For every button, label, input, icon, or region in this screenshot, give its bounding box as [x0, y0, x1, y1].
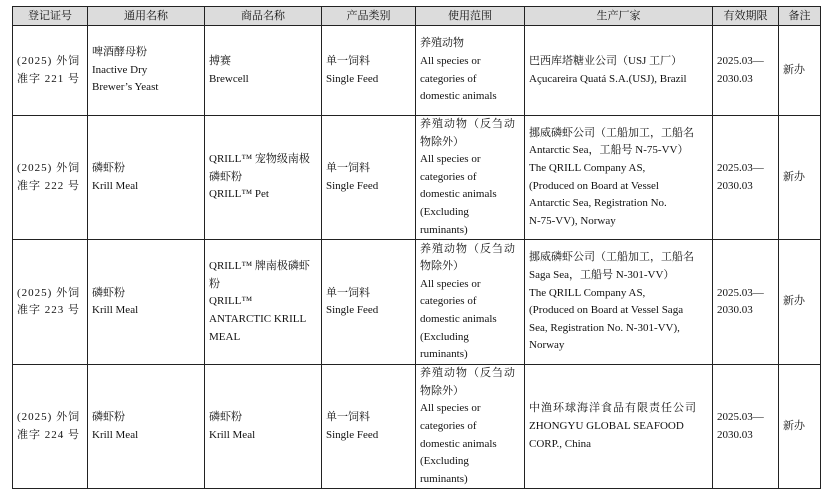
table-row — [13, 26, 821, 116]
header-validity: 有效期限 — [713, 7, 779, 26]
reg-no-cell: (2025) 外饲 准字 223 号 — [13, 240, 88, 365]
category-cell: 单一饲料 Single Feed — [322, 365, 416, 489]
scope-cell: 养殖动物 All species or categories of domestic animals — [416, 26, 525, 116]
product-name-cell: QRILL™ 宠物级南极 磷虾粉 QRILL™ Pet — [205, 116, 322, 240]
product-name-cell: QRILL™ 牌南极磷虾 粉 QRILL™ ANTARCTIC KRILL MEAL — [205, 240, 322, 365]
header-product-name: 商品名称 — [205, 7, 322, 26]
table-row — [13, 365, 821, 489]
category-cell: 单一饲料 Single Feed — [322, 26, 416, 116]
manufacturer-cell: 中渔环球海洋食品有限责任公司 ZHONGYU GLOBAL SEAFOOD CORP., China — [525, 365, 713, 489]
header-manufacturer: 生产厂家 — [525, 7, 713, 26]
reg-no-cell: (2025) 外饲 准字 224 号 — [13, 365, 88, 489]
header-note: 备注 — [779, 7, 821, 26]
validity-cell: 2025.03— 2030.03 — [713, 116, 779, 240]
validity-cell: 2025.03— 2030.03 — [713, 26, 779, 116]
product-name-cell: 磷虾粉 Krill Meal — [205, 365, 322, 489]
generic-name-cell: 磷虾粉 Krill Meal — [88, 116, 205, 240]
note-cell: 新办 — [779, 365, 821, 489]
generic-name-cell: 磷虾粉 Krill Meal — [88, 240, 205, 365]
manufacturer-cell: 挪威磷虾公司（工船加工，工船名 Antarctic Sea，工船号 N-75-VV） The QRILL Company AS, (Produced on Board at Vessel Antarctic Sea, Registration No. N-75-VV), Norway — [525, 116, 713, 240]
manufacturer-cell: 巴西库塔糖业公司（USJ 工厂） Açucareira Quatá S.A.(USJ), Brazil — [525, 26, 713, 116]
header-reg-no: 登记证号 — [13, 7, 88, 26]
reg-no-cell: (2025) 外饲 准字 222 号 — [13, 116, 88, 240]
note-cell: 新办 — [779, 26, 821, 116]
generic-name-cell: 磷虾粉 Krill Meal — [88, 365, 205, 489]
product-name-cell: 搏赛 Brewcell — [205, 26, 322, 116]
header-category: 产品类别 — [322, 7, 416, 26]
note-cell: 新办 — [779, 116, 821, 240]
reg-no-cell: (2025) 外饲 准字 221 号 — [13, 26, 88, 116]
scope-cell: 养殖动物（反刍动 物除外） All species or categories of domestic animals (Excluding ruminants) — [416, 365, 525, 489]
validity-cell: 2025.03— 2030.03 — [713, 365, 779, 489]
category-cell: 单一饲料 Single Feed — [322, 116, 416, 240]
header-scope: 使用范围 — [416, 7, 525, 26]
scope-cell: 养殖动物（反刍动 物除外） All species or categories of domestic animals (Excluding ruminants) — [416, 240, 525, 365]
scope-cell: 养殖动物（反刍动 物除外） All species or categories of domestic animals (Excluding ruminants) — [416, 116, 525, 240]
validity-cell: 2025.03— 2030.03 — [713, 240, 779, 365]
manufacturer-cell: 挪威磷虾公司（工船加工，工船名 Saga Sea，工船号 N-301-VV） The QRILL Company AS, (Produced on Board at Vessel Saga Sea, Registration No. N-301-VV), Norway — [525, 240, 713, 365]
table-row — [13, 116, 821, 240]
registration-table — [12, 6, 821, 489]
header-generic-name: 通用名称 — [88, 7, 205, 26]
note-cell: 新办 — [779, 240, 821, 365]
header-row — [13, 7, 821, 26]
category-cell: 单一饲料 Single Feed — [322, 240, 416, 365]
generic-name-cell: 啤酒酵母粉 Inactive Dry Brewer’s Yeast — [88, 26, 205, 116]
table-row — [13, 240, 821, 365]
